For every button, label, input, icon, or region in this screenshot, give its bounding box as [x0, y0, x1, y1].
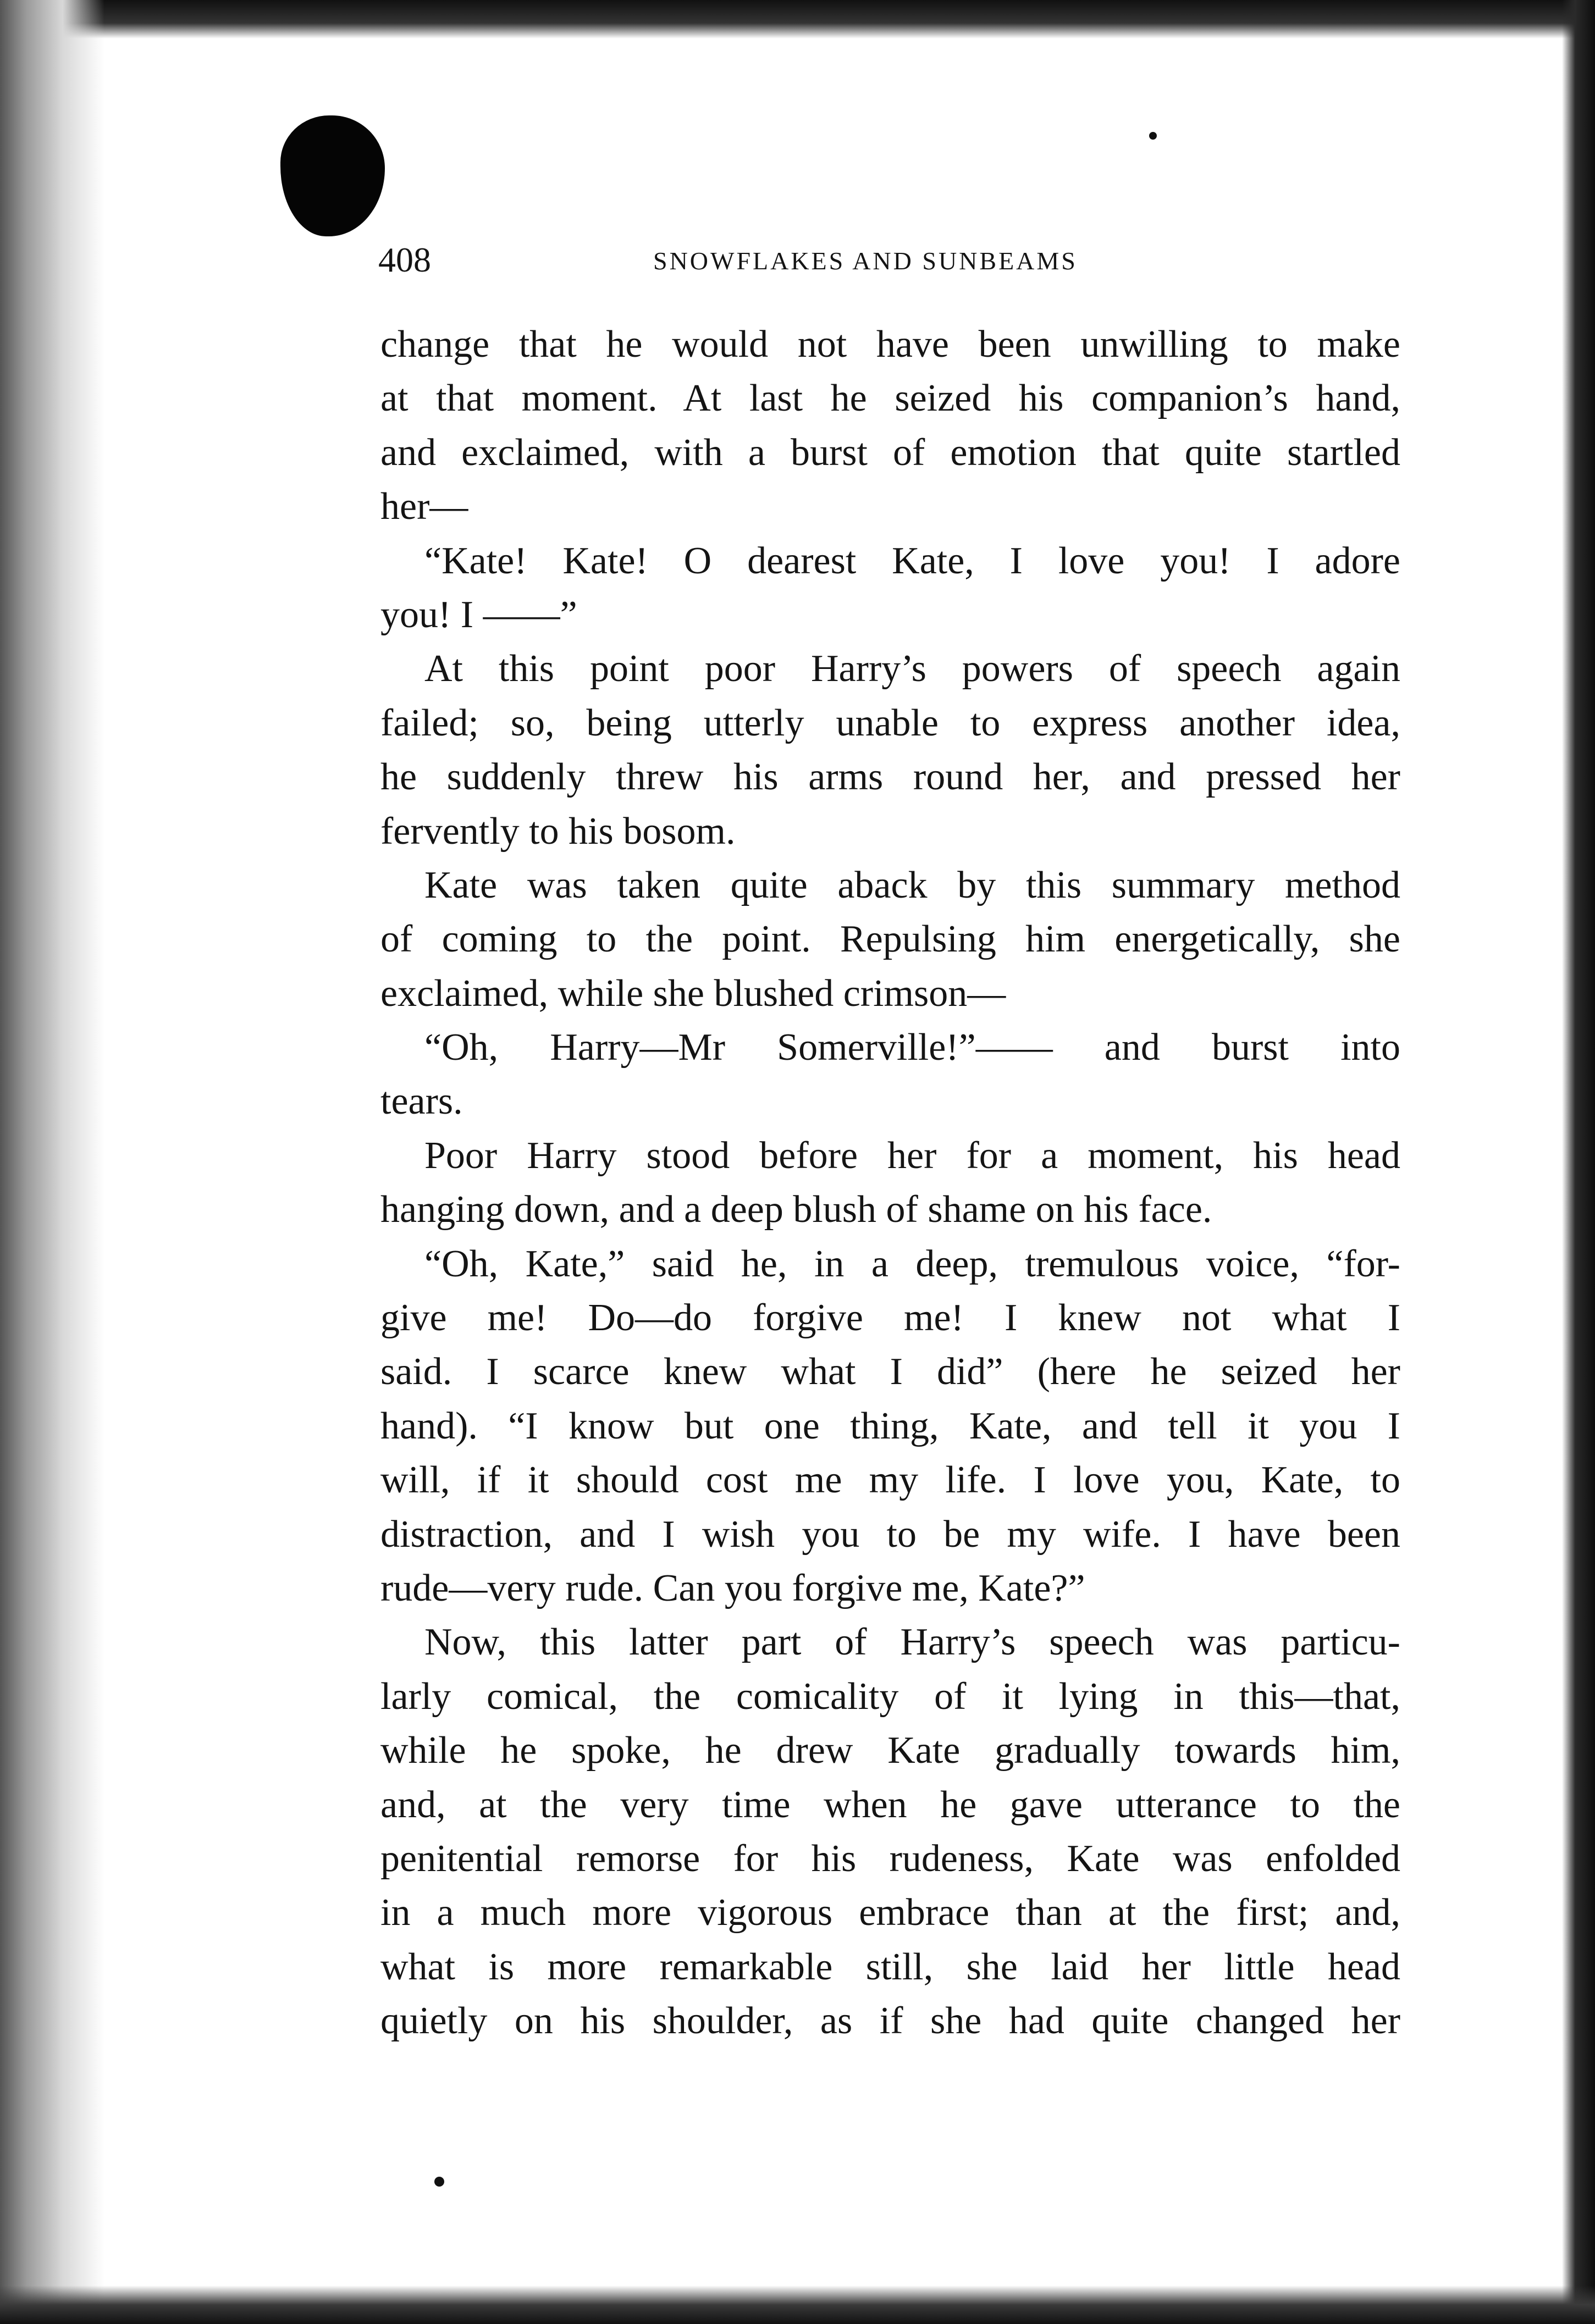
- text-line: and, at the very time when he gave utterance to the: [380, 1783, 1400, 1826]
- text-line: Kate was taken quite aback by this summary method: [424, 864, 1400, 906]
- text-line: at that moment. At last he seized his companion’s hand,: [380, 377, 1400, 420]
- text-line: “Oh, Harry—Mr Somerville!”—— and burst into: [424, 1026, 1400, 1069]
- text-line: while he spoke, he drew Kate gradually towards him,: [380, 1729, 1400, 1772]
- text-line: At this point poor Harry’s powers of speech again: [424, 648, 1400, 690]
- text-line: Poor Harry stood before her for a moment, his head: [424, 1134, 1400, 1177]
- text-line: tears.: [380, 1080, 463, 1123]
- scan-border-right: [1562, 0, 1595, 2324]
- text-line: in a much more vigorous embrace than at the first; and,: [380, 1891, 1400, 1934]
- text-line: larly comical, the comicality of it lying in this—that,: [380, 1675, 1400, 1718]
- text-line: of coming to the point. Repulsing him energetically, she: [380, 918, 1400, 961]
- text-line: “Oh, Kate,” said he, in a deep, tremulous voice, “for-: [424, 1242, 1400, 1285]
- text-line: and exclaimed, with a burst of emotion that quite startled: [380, 431, 1400, 474]
- text-line: distraction, and I wish you to be my wife. I have been: [380, 1513, 1400, 1556]
- text-line: fervently to his bosom.: [380, 810, 736, 853]
- text-line: “Kate! Kate! O dearest Kate, I love you! I adore: [424, 539, 1400, 582]
- text-line: quietly on his shoulder, as if she had quite changed her: [380, 2000, 1400, 2043]
- text-line: will, if it should cost me my life. I love you, Kate, to: [380, 1459, 1400, 1502]
- text-line: change that he would not have been unwilling to make: [380, 323, 1400, 366]
- text-line: he suddenly threw his arms round her, and pressed her: [380, 756, 1400, 799]
- text-line: you! I ——”: [380, 593, 577, 636]
- ink-speck: [434, 2177, 444, 2187]
- running-head: SNOWFLAKES AND SUNBEAMS: [653, 247, 1078, 275]
- body-text: [380, 318, 1400, 2049]
- ink-blot-mark: [280, 115, 385, 236]
- text-line: hand). “I know but one thing, Kate, and tell it you I: [380, 1404, 1400, 1447]
- text-line: rude—very rude. Can you forgive me, Kate?”: [380, 1567, 1085, 1609]
- text-line: said. I scarce knew what I did” (here he seized her: [380, 1351, 1400, 1393]
- page-number: 408: [378, 240, 431, 279]
- text-line: failed; so, being utterly unable to express another idea,: [380, 701, 1400, 744]
- text-line: exclaimed, while she blushed crimson—: [380, 972, 1006, 1015]
- scan-border-bottom: [0, 2286, 1595, 2324]
- page-header: [378, 235, 1401, 285]
- scan-border-left: [0, 0, 104, 2324]
- text-line: give me! Do—do forgive me! I knew not what I: [380, 1297, 1400, 1340]
- text-line: what is more remarkable still, she laid her little head: [380, 1945, 1400, 1988]
- scan-border-top: [0, 0, 1595, 38]
- ink-speck: [1149, 132, 1157, 140]
- text-line: penitential remorse for his rudeness, Kate was enfolded: [380, 1837, 1400, 1880]
- text-line: her—: [380, 485, 468, 528]
- text-line: Now, this latter part of Harry’s speech was particu-: [424, 1621, 1400, 1664]
- text-line: hanging down, and a deep blush of shame on his face.: [380, 1188, 1212, 1231]
